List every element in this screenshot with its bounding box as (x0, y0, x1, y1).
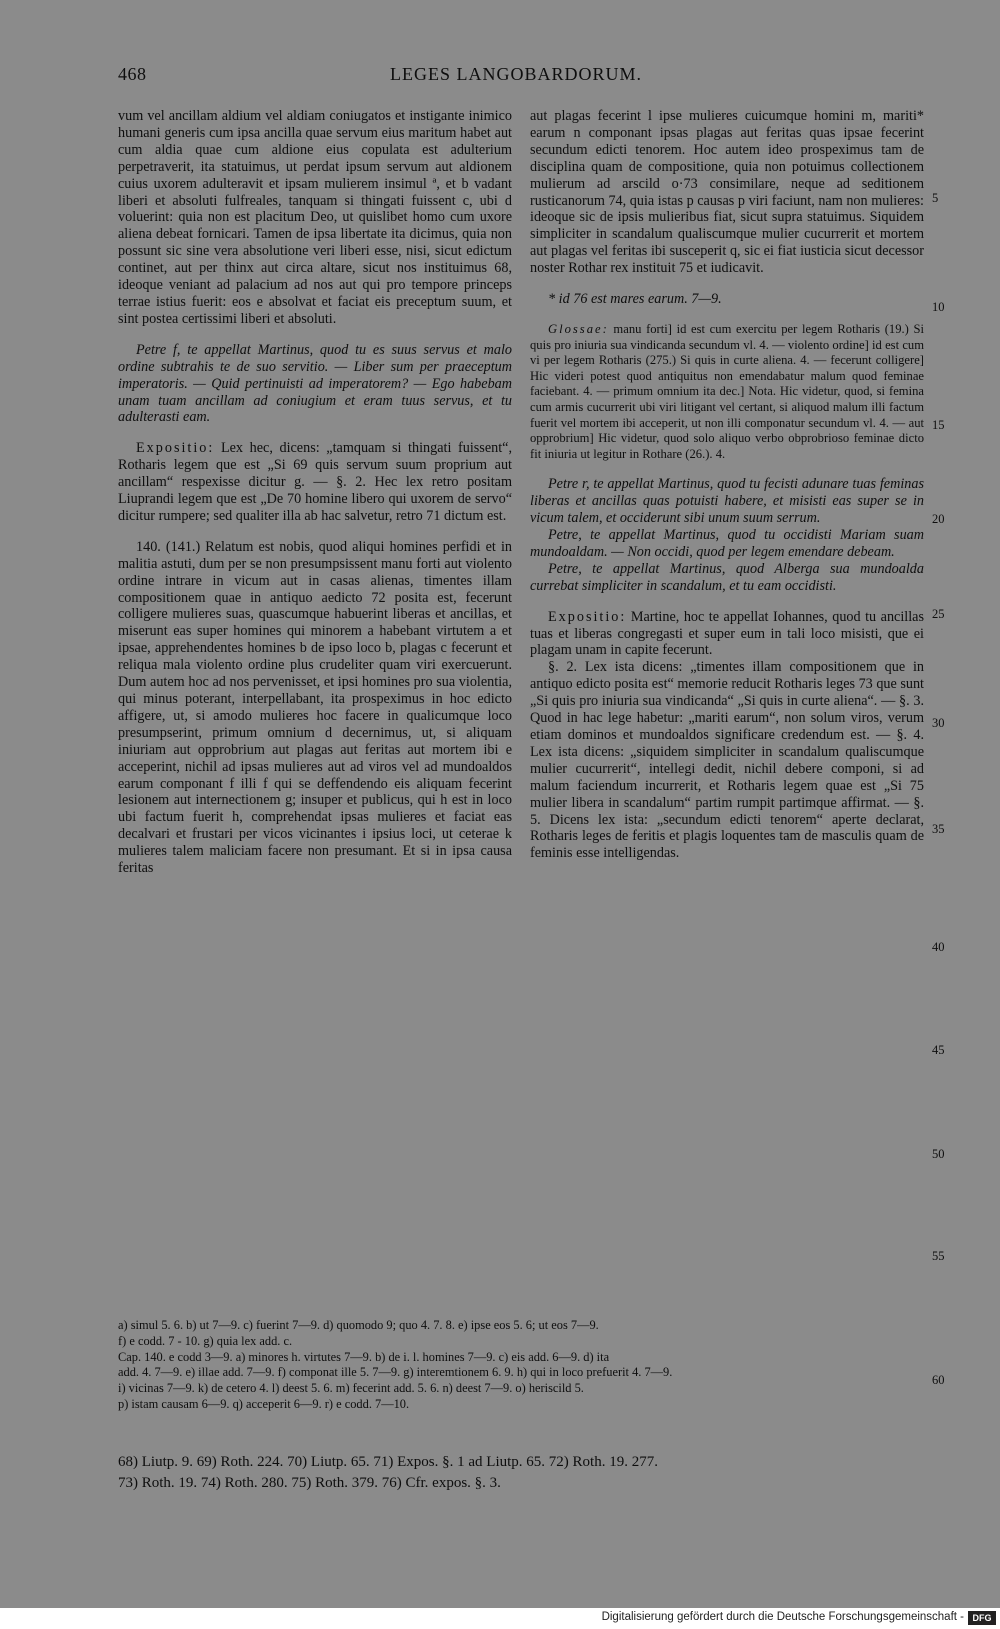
left-expositio (118, 440, 512, 525)
reference-line: 73) Roth. 19. 74) Roth. 280. 75) Roth. 379. 76) Cfr. expos. §. 3. (118, 1474, 501, 1491)
expositio-label: Expositio: (136, 440, 215, 457)
line-number: 15 (932, 418, 945, 432)
glossae-text: manu forti] id est cum exercitu per legem Rotharis (19.) Si quis pro iniuria sua vindicanda secundum vl. 4. — violento ordine] id est cum vi per legem Rotharis (275.) Si quis in curte aliena. 4. — fecerunt colligere] Hic videri potest quod antiquitus non emendabatur malum quod feminae faciebant. 4. — primum omnium ita dec.] Nota. Hic videtur, quod, si femina cum armis cucurrerit ubi viri litigant vel certant, si aliquod malum illi factum fuerit vel mortem ibi acceperit, ut non illi componatur secundum vl. 4. — aut opprobrium] Hic videtur, quod solo aliquo verbo obprobrioso feminae dicto fit iniuria ut legitur in Rothare (26.). 4. (530, 321, 924, 461)
glossae (530, 322, 924, 462)
right-expositio-label: Expositio: (548, 608, 627, 625)
right-expositio-text: Martine, hoc te appellat Iohannes, quod tu ancillas tuas et liberas congregasti et super eum in tali loco misisti, que ei plagam unam in capite fecerunt. (530, 608, 924, 659)
note-line: i) vicinas 7—9. k) de cetero 4. l) deest 5. 6. m) fecerint add. 5. 6. n) deest 7—9. o) heriscild 5. (118, 1381, 584, 1396)
note-line: Cap. 140. e codd 3—9. a) minores h. virtutes 7—9. b) de i. l. homines 7—9. c) eis add. 6—9. d) ita (118, 1349, 610, 1364)
glossae-label: Glossae: (548, 321, 609, 336)
left-formula: Petre f, te appellat Martinus, quod tu es suus servus et malo ordine subtrahis te de suo servitio. — Liber sum per praeceptum imperatoris. — Quid pertinuisti ad imperatorem? — Ego habebam unam tuam ancillam ad coniugium et eram tuus servus, et tu adulterasti eam. (118, 341, 512, 426)
footer-credit: Digitalisierung gefördert durch die Deutsche Forschungsgemeinschaft - (601, 1611, 964, 1623)
source-references (118, 1452, 928, 1493)
line-number: 40 (932, 940, 945, 954)
line-number: 45 (932, 1043, 945, 1057)
right-paragraph-1: aut plagas fecerint l ipse mulieres cuicumque homini m, mariti* earum n componant ipsas plagas aut feritas quas ipsae fecerint secundum edicti tenorem. Hoc autem ideo prospeximus tam de disciplina quam de compositione, quia non potuimus collectionem mulierum ad arscild o·73 consimilare, neque ad seditionem rusticanorum 74, quia istas p causas p viri faciunt, nam non mulieres: ideoque sic de ipsis mulieribus fiat, sicut supra statuimus. Siquidem simpliciter in scandalum qualiscumque mulier cucurrerit et mortem aut plagas vel feritas ibi susceperit q, sic ei fiat iusticia sicut decessor noster Rothar rex instituit 75 et iudicavit. (530, 108, 924, 277)
line-number: 55 (932, 1249, 945, 1263)
left-paragraph-1: vum vel ancillam aldium vel aldiam coniugatos et instigante inimico humani generis cum ipsa ancilla quae servum eius maritum habet aut cum aldia quae cum aldione eius copulata est adulterium perpetraverit, ita statuimus, ut perdat ipsum servum aut aldionem cuius uxorem adulteravit et ipsam mulierem insimul ª, et b vadant liberi et absoluti fulfreales, tanquam si thingati fuissent c, ubi d voluerint: quia non est placitum Deo, ut quislibet homo cum uxore aliena debeat fornicari. Tamen de ipsa libertate ita dicimus, quia non possunt sic sine vera absolutione veri liberi esse, nisi, sicut edictum continet, aut per thinx aut circa altare, sicut nos instituimus 68, ideoque veniant ad palacium ad nos aut qui pro tempore princeps terrae istius fuerit: eos e absolvat et faciat eis preceptum suum, et sint postea certissimi liberi et absoluti. (118, 108, 512, 327)
running-title: LEGES LANGOBARDORUM. (390, 64, 643, 84)
note-line: a) simul 5. 6. b) ut 7—9. c) fuerint 7—9. d) quomodo 9; quo 4. 7. 8. e) ipse eos 5. 6; ut eos 7—9. (118, 1318, 599, 1332)
note-line: add. 4. 7—9. e) illae add. 7—9. f) componat ille 5. 7—9. g) interemtionem 6. 9. h) qui in loco prefuerit 4. 7—9. (118, 1365, 673, 1380)
apparatus-notes (118, 1318, 928, 1413)
expositio-text: Lex hec, dicens: „tamquam si thingati fuissent“, Rotharis legem que est „Si 69 quis servum suum proprium aut ancillam“ respexisse dicitur g. — §. 2. Hec lex retro positam Liuprandi legem que est „De 70 homine libero qui uxorem de servo“ dicitur rumpere; sed qualiter illa ab hac salvetur, retro 71 dictum est. (118, 440, 512, 524)
star-note: * id 76 est mares earum. 7—9. (548, 291, 722, 308)
reference-line: 68) Liutp. 9. 69) Roth. 224. 70) Liutp. 65. 71) Expos. §. 1 ad Liutp. 65. 72) Roth. 19. 277. (118, 1454, 658, 1470)
right-formula-1: Petre r, te appellat Martinus, quod tu fecisti adunare tuas feminas liberas et ancillas quas potuisti habere, et misisti eas super se in vicum talem, et occiderunt sibi unum suum serrum. (530, 476, 924, 527)
right-formula-2: Petre, te appellat Martinus, quod tu occidisti Mariam suam mundoaldam. — Non occidi, quod per legem emendare debeam. (530, 527, 924, 560)
chapter-140: 140. (141.) Relatum est nobis, quod aliqui homines perfidi et in malitia astuti, dum per se non presumpsissent manu forti aut violento ordine intrare in vicum aut in casas alienas, timentes illam compositionem quae in antiquo aedicto 72 posita est, fecerunt colligere mulieres suas, quascumque habuerint liberas et ancillas, et miserunt eas super homines qui minorem a habebant virtutem a et ipsae, apprehendentes homines b de ipso loco b, plagas c fecerunt et reliqua mala violento ordine plus crudeliter quam viri exercuerunt. Dum autem hoc ad nos pervenisset, et ipsi homines pro sua violentia, qui minus poterant, interpellabant, ita prospeximus in hoc edicto affigere, ut, si amodo mulieres hoc facere in qualicumque loco presumpserint, primum omnium d decernimus, ut, si aliquam iniuriam aut opprobrium aut plagas aut feritas aut mortem ibi e acceperint, nichil ad ipsas mulieres aut ad viros vel ad mundoaldos earum componant f illi f qui se deffendendo eis aliquam fecerint lesionem aut internectionem g; insuper et publicus, qui h est in loco ubi factum fuerit h, comprehendat ipsas mulieres et faciat eas decalvari et frustari per vicos vicinantes i ipsius loci, ut ceterae k mulieres talem maliciam facere non presumant. Et si in ipsa causa feritas (118, 538, 512, 877)
right-paragraph-sections: §. 2. Lex ista dicens: „timentes illam compositionem que in antiquo edicto posita est“ memorie reducit Rotharis leges 73 que sunt „Si quis pro iniuria sua vindicanda“ „Si quis in curte aliena“. — §. 3. Quod in hac lege habetur: „mariti earum“, non solum viros, verum etiam dominos et mundoaldos significare credendum est. — §. 4. Lex ista dicens: „siquidem simpliciter in scandalum qualiscumque mulier cucurrerit“, intellegi dedit, nichil debere componi, si ad malum faciendum incurrerit, et Rotharis legem quae est „Si 75 mulier libera in scandalum“ partim rumpit partimque affirmat. — §. 5. Dicens lex ista: „secundum edicti tenorem“ aperte declarat, Rotharis leges de feritis et plagis loquentes tam de masculis quam de feminis esse intelligendas. (530, 659, 925, 862)
page-number: 468 (118, 64, 147, 84)
line-number: 25 (932, 607, 945, 621)
dfg-logo-icon: DFG (968, 1611, 996, 1625)
right-column (530, 108, 924, 862)
digitization-footer (0, 1608, 1000, 1629)
left-column (118, 108, 512, 877)
right-formula-3: Petre, te appellat Martinus, quod Alberga sua mundoalda currebat simpliciter in scandalum, et tu eam occidisti. (530, 560, 924, 594)
line-number: 20 (932, 512, 945, 526)
right-expositio (530, 609, 924, 660)
line-number: 10 (932, 300, 945, 314)
line-number: 35 (932, 822, 945, 836)
note-line: p) istam causam 6—9. q) acceperit 6—9. r) e codd. 7—10. (118, 1396, 410, 1411)
line-number: 5 (932, 191, 939, 205)
line-number: 60 (932, 1373, 945, 1387)
line-number: 50 (932, 1147, 945, 1161)
note-line: f) e codd. 7 - 10. g) quia lex add. c. (118, 1333, 293, 1348)
line-number: 30 (932, 716, 945, 730)
